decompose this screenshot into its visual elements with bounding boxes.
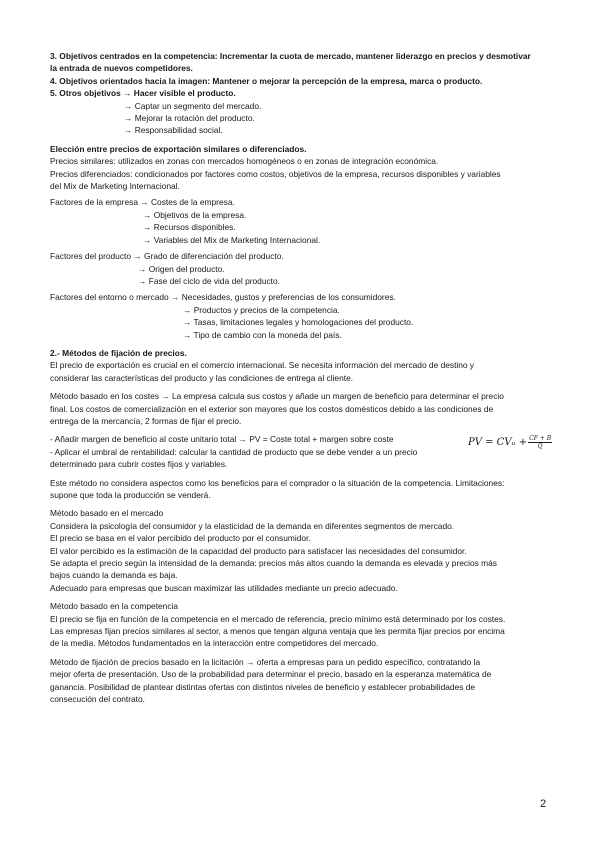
paragraph-line: Precios similares: utilizados en zonas con mercados homogéneos o en zonas de integración económica.	[50, 156, 439, 167]
paragraph-line: considerar las características del producto y las condiciones de entrega al cliente.	[50, 372, 354, 383]
document-page	[50, 50, 550, 706]
market-method-section	[50, 507, 550, 594]
factor-item: → Fase del ciclo de vida del producto.	[138, 275, 280, 286]
tender-method-section	[50, 656, 550, 706]
cost-method-section	[50, 390, 550, 501]
methods-section	[50, 347, 550, 384]
paragraph-line: Método basado en los costes → La empresa calcula sus costos y añade un margen de beneficio para determinar el precio	[50, 391, 504, 402]
formula-left: PV = CVᵤ +	[468, 436, 528, 448]
paragraph-line: El valor percibido es la estimación de la capacidad del producto para satisfacer las necesidades del consumidor.	[50, 545, 467, 556]
paragraph-line: El precio de exportación es crucial en el comercio internacional. Se necesita información del mercado de destino y	[50, 360, 475, 371]
product-factors	[50, 250, 550, 287]
objective-subitem: → Mejorar la rotación del producto.	[124, 113, 255, 124]
paragraph-line: Adecuado para empresas que buscan maximizar las utilidades mediante un precio adecuado.	[50, 582, 398, 593]
page-number: 2	[540, 798, 547, 810]
bullet-line: determinado para cubrir costes fijos y variables.	[50, 459, 228, 470]
paragraph-line: El precio se fija en función de la competencia en el mercado de referencia, precio mínimo está determinado por los costes.	[50, 613, 506, 624]
competition-method-section	[50, 600, 550, 650]
paragraph-line: supone que toda la producción se venderá.	[50, 490, 211, 500]
factor-item: → Tipo de cambio con la moneda del país.	[183, 329, 342, 340]
factor-head: Factores del entorno o mercado → Necesidades, gustos y preferencias de los consumidores.	[50, 292, 396, 303]
paragraph-line: consecución del contrato.	[50, 694, 145, 705]
section-heading: 2.- Métodos de fijación de precios.	[50, 347, 187, 358]
factor-item: → Origen del producto.	[138, 263, 225, 274]
section-heading: Elección entre precios de exportación similares o diferenciados.	[50, 143, 307, 154]
factor-item: → Variables del Mix de Marketing Internacional.	[143, 234, 321, 245]
section-heading: Método basado en el mercado	[50, 508, 164, 519]
company-factors	[50, 196, 550, 246]
formula-numerator: CF + B	[529, 435, 552, 443]
paragraph-line: Este método no considera aspectos como los beneficios para el comprador o la situación de la competencia. Limitaciones:	[50, 477, 505, 488]
factor-item: → Recursos disponibles.	[143, 222, 236, 233]
paragraph-line: Las empresas fijan precios similares al sector, a menos que tengan alguna ventaja que les permita fijar precios por encima	[50, 626, 505, 637]
factor-head: Factores de la empresa → Costes de la empresa.	[50, 197, 235, 208]
objective-subitem: → Captar un segmento del mercado.	[124, 100, 262, 111]
factor-item: → Productos y precios de la competencia.	[183, 304, 340, 315]
factor-item: → Objetivos de la empresa.	[143, 209, 247, 220]
section-heading: Método basado en la competencia	[50, 601, 179, 612]
paragraph-line: mejor oferta de presentación. Uso de la probabilidad para determinar el precio, basado en la esperanza matemática de	[50, 669, 492, 680]
bullet-line: - Añadir margen de beneficio al coste unitario total → PV = Coste total + margen sobre coste	[50, 434, 394, 445]
paragraph-line: Considera la psicología del consumidor y la elasticidad de la demanda en diferentes segmentos de mercado.	[50, 520, 455, 531]
objective-line: 3. Objetivos centrados en la competencia: Incrementar la cuota de mercado, mantener liderazgo en precios y desmotivar	[50, 51, 531, 61]
bullet-line: - Aplicar el umbral de rentabilidad: calcular la cantidad de producto que se debe vender a un precio	[50, 446, 418, 457]
factor-item: → Tasas, limitaciones legales y homologaciones del producto.	[183, 317, 414, 328]
formula-denominator: Q	[537, 443, 543, 451]
formula-fraction	[528, 435, 552, 450]
paragraph-line: de la media. Métodos fundamentados en la interacción entre competidores del mercado.	[50, 638, 379, 649]
breakeven-formula	[468, 435, 552, 450]
objectives-section	[50, 50, 550, 137]
paragraph-line: final. Los costos de comercialización en el exterior son mayores que los costos domésticos debido a las condiciones de	[50, 403, 494, 414]
cost-method-bullets	[50, 433, 550, 470]
objective-subitem: → Responsabilidad social.	[124, 125, 223, 136]
paragraph-line: bajos cuando la demanda es baja.	[50, 570, 178, 581]
paragraph-line: Se adapta el precio según la intensidad de la demanda: precios más altos cuando la demanda es elevada y precios más	[50, 558, 497, 569]
paragraph-line: Método de fijación de precios basado en la licitación → oferta a empresas para un pedido específico, contratando la	[50, 656, 481, 667]
paragraph-line: entrega de la mercancía, 2 formas de fijar el precio.	[50, 415, 242, 426]
paragraph-line: El precio se basa en el valor percibido del producto por el consumidor.	[50, 533, 311, 544]
objective-line: 5. Otros objetivos → Hacer visible el producto.	[50, 88, 236, 99]
objective-line: la entrada de nuevos competidores.	[50, 63, 193, 74]
price-choice-section	[50, 143, 550, 193]
environment-factors	[50, 291, 550, 341]
factor-head: Factores del producto → Grado de diferenciación del producto.	[50, 251, 284, 262]
objective-line: 4. Objetivos orientados hacia la imagen: Mantener o mejorar la percepción de la empresa, marca o producto.	[50, 75, 483, 86]
paragraph-line: Precios diferenciados: condicionados por factores como costos, objetivos de la empresa, recursos disponibles y variables	[50, 168, 501, 179]
paragraph-line: ganancia. Posibilidad de plantear distintas ofertas con distintos niveles de beneficio y establecer probabilidades de	[50, 681, 476, 692]
paragraph-line: del Mix de Marketing Internacional.	[50, 181, 180, 192]
